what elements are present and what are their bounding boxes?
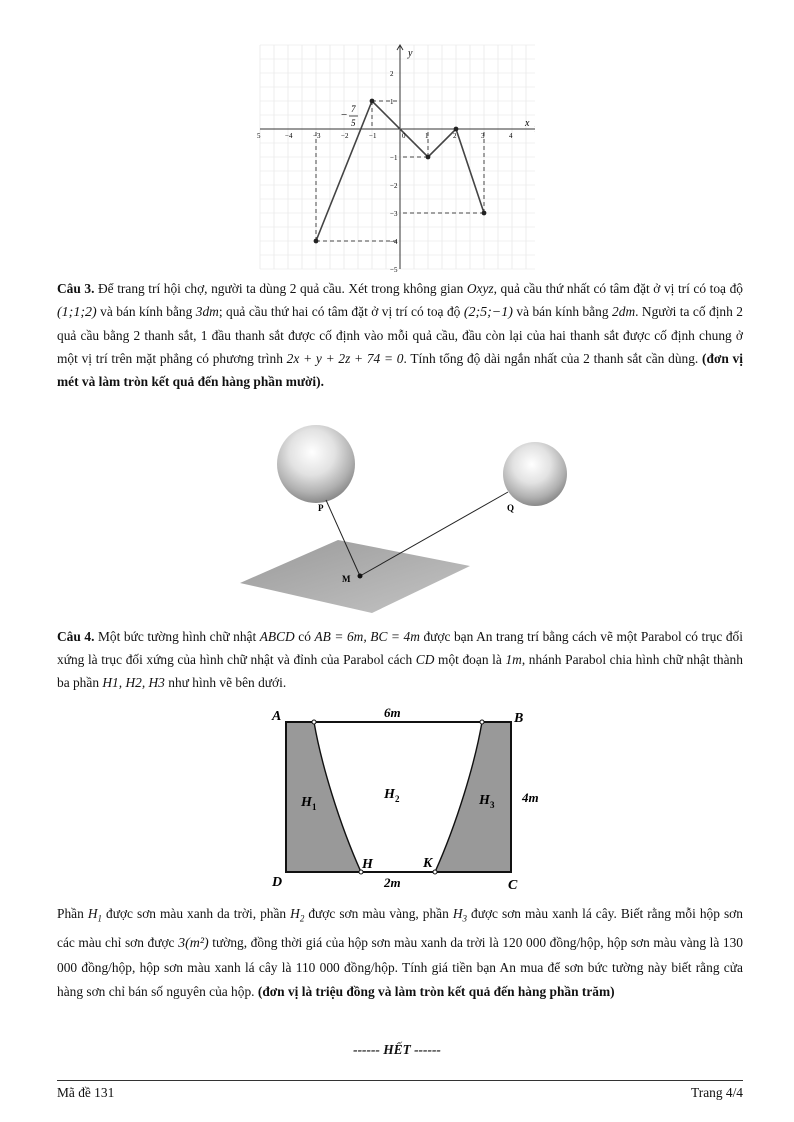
data-point	[370, 99, 375, 104]
question-3-note: (đơn vị mét và làm tròn kết quả đến hàng phần mười).	[57, 351, 743, 389]
svg-text:2: 2	[395, 794, 400, 804]
svg-text:3: 3	[490, 800, 495, 810]
label-p: P	[318, 503, 324, 513]
data-point	[482, 211, 487, 216]
y-tick-label: −2	[390, 182, 398, 190]
footer-divider	[57, 1080, 743, 1081]
x-tick-label: −4	[285, 132, 293, 140]
x-tick-label: 2	[453, 132, 457, 140]
parabola-figure	[265, 703, 555, 895]
x-tick-label: 0	[402, 132, 406, 140]
data-point	[314, 239, 319, 244]
svg-text:H: H	[384, 787, 395, 802]
label-a: A	[272, 709, 282, 724]
label-q: Q	[507, 503, 515, 513]
function-graph	[255, 42, 535, 278]
plane-shape	[240, 540, 470, 613]
svg-text:1: 1	[312, 802, 317, 812]
label-d: D	[272, 875, 283, 890]
question-3-label: Câu 3.	[57, 281, 95, 296]
price-blue: 120 000	[502, 934, 547, 950]
data-point	[426, 155, 431, 160]
y-tick-label: −4	[390, 238, 398, 246]
y-axis-label: y	[408, 48, 413, 59]
price-yellow: 130 000	[57, 934, 743, 975]
label-b: B	[514, 711, 524, 726]
sphere-p	[277, 425, 355, 503]
x-tick-label: −2	[341, 132, 349, 140]
end-marker: ------ HẾT ------	[353, 1042, 441, 1057]
svg-text:5: 5	[351, 118, 356, 128]
label-h: H	[362, 857, 373, 872]
x-tick-label: −1	[369, 132, 377, 140]
price-green: 110 000	[295, 959, 340, 975]
svg-text:H: H	[301, 795, 312, 810]
svg-text:H: H	[479, 793, 490, 808]
svg-text:−: −	[341, 109, 348, 121]
label-6m: 6m	[384, 705, 401, 720]
question-4: Câu 4. Một bức tường hình chữ nhật ABCD có AB = 6m, BC = 4m được bạn An trang trí bằng cách vẽ một Parabol có trục đối xứng là trục đối xứng của hình chữ nhật và đỉnh của Parabol cách CD một đoạn là 1m, nhánh Parabol chia hình chữ nhật thành ba phần H1, H2, H3 như hình vẽ bên dưới.	[57, 629, 743, 690]
x-axis-label: x	[525, 118, 530, 129]
x-tick-label: −3	[313, 132, 321, 140]
spheres-figure	[230, 418, 570, 623]
x-tick-label: 5	[257, 132, 261, 140]
y-tick-label: 2	[390, 70, 394, 78]
exam-code: Mã đề 131	[57, 1085, 115, 1100]
fraction-annotation	[341, 104, 358, 128]
y-tick-label: −3	[390, 210, 398, 218]
graph-grid	[260, 45, 535, 269]
label-k: K	[423, 856, 433, 871]
svg-text:7: 7	[351, 104, 356, 114]
y-tick-label: −1	[390, 154, 398, 162]
label-m: M	[342, 574, 351, 584]
coord-2: (2;5;−1)	[463, 305, 513, 320]
plane-equation: 2x + y + 2z + 74 = 0	[286, 351, 404, 366]
question-4-label: Câu 4.	[57, 629, 95, 644]
x-tick-label: 4	[509, 132, 513, 140]
x-tick-label: 3	[481, 132, 485, 140]
label-4m: 4m	[522, 790, 539, 805]
data-point	[454, 127, 459, 132]
coord-1: (1;1;2)	[57, 305, 97, 320]
y-tick-label: 1	[390, 98, 394, 106]
page-number: Trang 4/4	[691, 1085, 743, 1100]
sphere-q	[503, 442, 567, 506]
question-4-note: (đơn vị là triệu đồng và làm tròn kết quả đến hàng phần trăm)	[257, 983, 615, 999]
graph-x-ticks	[257, 132, 513, 140]
question-3: Câu 3. Để trang trí hội chợ, người ta dùng 2 quả cầu. Xét trong không gian Oxyz, quả cầu thứ nhất có tâm đặt ở vị trí có toạ độ (1;1;2) và bán kính bằng 3dm; quả cầu thứ hai có tâm đặt ở vị trí có toạ độ (2;5;−1) và bán kính bằng 2dm. Người ta cố định 2 quả cầu bằng 2 thanh sắt, 1 đầu thanh sắt được cố định vào mỗi quả cầu, đầu còn lại của hai thanh sắt được cố định chung ở một vị trí trên mặt phẳng có phương trình 2x + y + 2z + 74 = 0. Tính tổng độ dài ngắn nhất của 2 thanh sắt cần dùng. (đơn vị mét và làm tròn kết quả đến hàng phần mười).	[57, 281, 743, 389]
x-tick-label: 1	[425, 132, 429, 140]
area-value: 3(m²)	[178, 935, 209, 951]
label-2m: 2m	[384, 875, 401, 890]
y-tick-label: −5	[390, 266, 398, 274]
point-m	[358, 574, 363, 579]
label-c: C	[508, 878, 518, 893]
question-4-continued: Phần $H_1$ được sơn màu xanh da trời, phần $H_2$ được sơn màu vàng, phần $H_3$ được sơn màu xanh lá cây. Biết rằng mỗi hộp sơn các màu chỉ sơn được 3(m²) tường, đồng thời giá của hộp sơn màu xanh da trời là 120 000 đồng/hộp, hộp sơn màu vàng là 130 000 đồng/hộp, hộp sơn màu xanh lá cây là 110 000 đồng/hộp. Tính giá tiền bạn An mua để sơn bức tường này biết rằng cửa hàng sơn chỉ bán số nguyên của hộp. (đơn vị là triệu đồng và làm tròn kết quả đến hàng phần trăm)	[57, 906, 743, 999]
